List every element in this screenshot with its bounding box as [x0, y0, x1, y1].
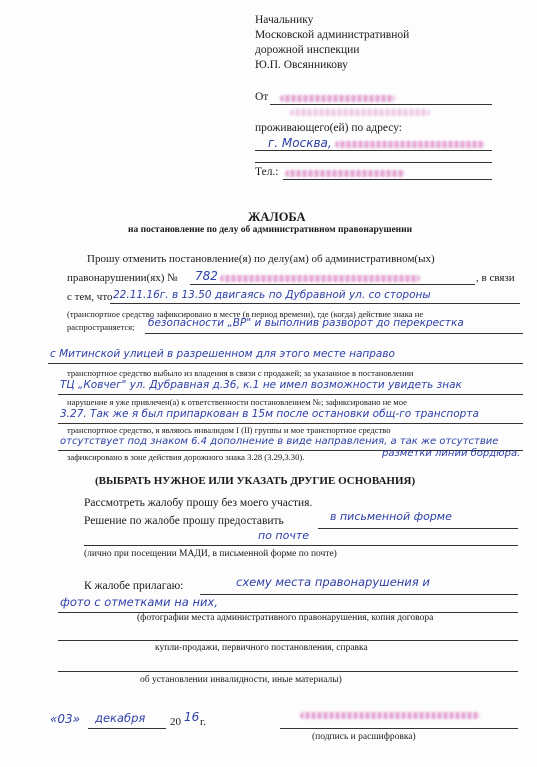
- attach-note-2: купли-продажи, первичного постановления, справка: [155, 643, 368, 653]
- date-month-line: [88, 728, 166, 729]
- date-day: «03»: [50, 712, 81, 726]
- review-method-handwritten-2: по почте: [258, 529, 310, 542]
- phone-line: [283, 179, 492, 180]
- addressee-line-3: дорожной инспекции: [255, 44, 360, 56]
- body-line-9: нарушение я уже привлечен(а) к ответственности постановлением №; зафиксировано не мое: [67, 397, 407, 407]
- body-line-2a: правонарушении(ях) №: [67, 272, 178, 284]
- review-method-note: (лично при посещении МАДИ, в письменной форме по почте): [84, 549, 337, 559]
- review-method-handwritten-1: в письменной форме: [330, 510, 452, 523]
- date-year-prefix: 20: [170, 716, 181, 728]
- body-line-3a: с тем, что: [67, 291, 113, 303]
- attach-line-3: [58, 640, 518, 641]
- document-title: ЖАЛОБА: [248, 210, 306, 224]
- address-line-2: [255, 162, 492, 163]
- review-method-line-2: [84, 545, 518, 546]
- reason-underline-4: [58, 394, 523, 395]
- redacted-phone: [285, 170, 405, 177]
- reason-underline-3: [48, 363, 523, 364]
- reason-underline-2: [145, 333, 523, 334]
- document-subtitle: на постановление по делу об административном правонарушении: [128, 225, 413, 235]
- address-line-1: [255, 150, 492, 151]
- date-year-suffix: г.: [200, 716, 207, 728]
- attach-handwritten-1: схему места правонарушения и: [236, 575, 430, 589]
- body-line-11: транспортное средство, я являюсь инвалидом I (II) группы и мое транспортное средство: [67, 425, 391, 435]
- phone-label: Тел.:: [255, 166, 279, 178]
- reason-line-1: 22.11.16г. в 13.50 двигаясь по Дубравной ул. со стороны: [113, 289, 431, 301]
- review-line-1: Рассмотреть жалобу прошу без моего участия.: [84, 497, 313, 509]
- reason-line-2: безопасности „ВР" и выполнив разворот до перекрестка: [148, 317, 464, 329]
- attach-handwritten-2: фото с отметками на них,: [60, 595, 218, 609]
- reason-underline-1: [110, 303, 520, 304]
- addressee-line-4: Ю.П. Овсянникову: [255, 59, 348, 71]
- redacted-address: [335, 141, 485, 148]
- body-line-5a: распространяется;: [67, 322, 135, 332]
- body-line-7: транспортное средство выбыло из владения в связи с продажей; за указанное в постановлении: [67, 368, 414, 378]
- body-line-2b: , в связи: [476, 272, 515, 284]
- attach-line-1: [200, 594, 518, 595]
- redacted-case-number: [220, 275, 420, 282]
- reason-line-3: с Митинской улицей в разрешенном для этого месте направо: [50, 348, 395, 360]
- body-line-1: Прошу отменить постановление(я) по делу(ам) об административном(ых): [87, 253, 435, 265]
- case-number-line: [190, 284, 475, 285]
- body-line-13: зафиксировано в зоне действия дорожного знака 3.28 (3.29,3.30).: [67, 452, 305, 462]
- date-month: декабря: [95, 711, 146, 725]
- redacted-name: [280, 95, 395, 102]
- case-number-handwritten: 782: [195, 269, 218, 283]
- addressee-line-2: Московской административной: [255, 29, 410, 41]
- attach-line-4: [58, 671, 518, 672]
- attach-note-3: об установлении инвалидности, иные материалы): [140, 675, 342, 685]
- reason-underline-5: [58, 423, 523, 424]
- residing-label: проживающего(ей) по адресу:: [255, 122, 402, 134]
- attach-label: К жалобе прилагаю:: [84, 580, 184, 592]
- address-handwritten: г. Москва,: [268, 136, 332, 150]
- reason-line-4: ТЦ „Ковчег" ул. Дубравная д.36, к.1 не имел возможности увидеть знак: [60, 379, 462, 391]
- signature-label: (подпись и расшифровка): [312, 732, 416, 742]
- reason-line-6: отсутствует под знаком 6.4 дополнение в виде направления, а так же отсутствие: [60, 436, 499, 447]
- redacted-signature: [300, 712, 480, 719]
- reason-line-7: разметки линии бордюра.: [382, 448, 521, 459]
- from-line: [270, 104, 492, 105]
- attach-note-1: (фотографии места административного правонарушения, копия договора: [137, 613, 434, 623]
- signature-line: [280, 728, 518, 729]
- redacted-name-2: [290, 109, 430, 116]
- review-line-2: Решение по жалобе прошу предоставить: [84, 515, 284, 527]
- choose-heading: (ВЫБРАТЬ НУЖНОЕ ИЛИ УКАЗАТЬ ДРУГИЕ ОСНОВАНИЯ): [95, 475, 416, 487]
- reason-line-5: 3.27. Так же я был припаркован в 15м после остановки общ-го транспорта: [60, 408, 479, 420]
- date-year: 16: [184, 710, 200, 724]
- review-method-line-1: [318, 528, 518, 529]
- addressee-line-1: Начальнику: [255, 14, 314, 26]
- body-line-4: (транспортное средство зафиксировано в месте (в период времени), где (когда) действие знака не: [67, 309, 424, 319]
- from-label: От: [255, 91, 269, 103]
